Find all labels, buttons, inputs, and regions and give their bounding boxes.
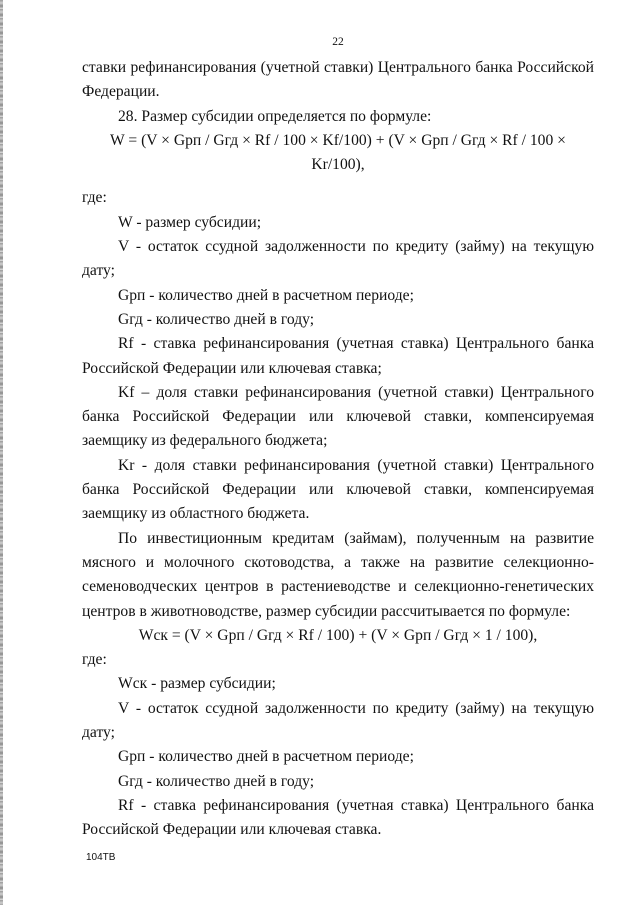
paragraph-continuation: ставки рефинансирования (учетной ставки) Центрального банка Российской Федерации. [82, 59, 594, 101]
definition-rf: Rf - ставка рефинансирования (учетная ставка) Центрального банка Российской Федерации или ключевая ставка; [82, 335, 594, 377]
scan-edge-artifact [0, 0, 3, 905]
definition-v: V - остаток ссудной задолженности по кредиту (займу) на текущую дату; [82, 238, 594, 280]
page-number: 22 [332, 36, 344, 48]
document-footer-code: 104ТВ [86, 852, 116, 863]
definition-wsk: Wск - размер субсидии; [118, 675, 276, 693]
where-label-2: где: [82, 651, 107, 669]
definition-kf: Kf – доля ставки рефинансирования (учетной ставки) Центрального банка Российской Федерации или ключевой ставки, компенсируемая заемщику из федерального бюджета; [82, 383, 594, 450]
definition-ggd-2: Gгд - количество дней в году; [118, 772, 315, 790]
where-label: где: [82, 189, 107, 207]
formula-wsk: Wск = (V × Gрп / Gгд × Rf / 100) + (V × Gрп / Gгд × 1 / 100), [138, 626, 538, 644]
definition-grp: Gрп - количество дней в расчетном периоде; [118, 286, 414, 304]
definition-ggd: Gгд - количество дней в году; [118, 310, 315, 328]
definition-w: W - размер субсидии; [118, 213, 262, 231]
definition-rf-2: Rf - ставка рефинансирования (учетная ставка) Центрального банка Российской Федерации или ключевая ставка. [82, 796, 594, 839]
clause-28-intro: 28. Размер субсидии определяется по формуле: [118, 107, 432, 125]
investment-credit-paragraph: По инвестиционным кредитам (займам), полученным на развитие мясного и молочного скотоводства, а также на развитие селекционно-семеноводческих центров в растениеводстве и селекционно-генетических центров в животноводстве, размер субсидии рассчитывается по формуле: [82, 529, 594, 620]
document-body [82, 56, 594, 843]
definition-grp-2: Gрп - количество дней в расчетном периоде; [118, 748, 414, 766]
definition-kr: Kr - доля ставки рефинансирования (учетной ставки) Центрального банка Российской Федерации или ключевой ставки, компенсируемая заемщику из областного бюджета. [82, 456, 594, 523]
formula-w: W = (V × Gрп / Gгд × Rf / 100 × Kf/100) + (V × Gрп / Gгд × Rf / 100 × Kr/100), [110, 131, 566, 174]
definition-v-2: V - остаток ссудной задолженности по кредиту (займу) на текущую дату; [82, 699, 594, 742]
